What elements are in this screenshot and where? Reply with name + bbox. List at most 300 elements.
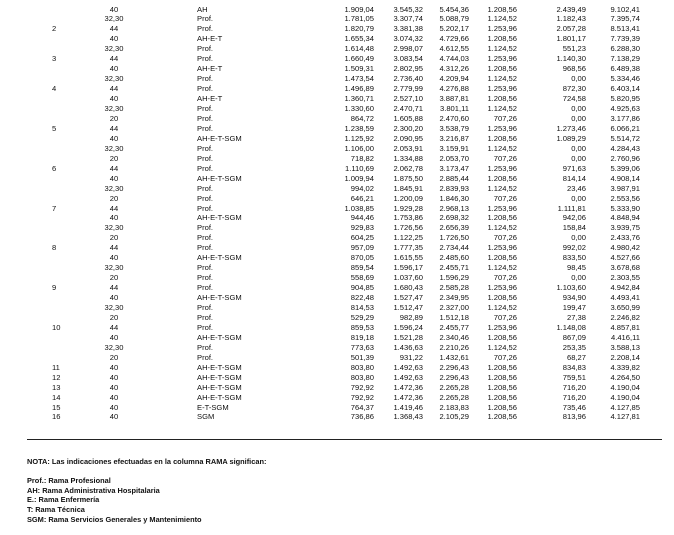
rama-cell: Prof. bbox=[197, 84, 214, 94]
rama-cell: AH-E-T-SGM bbox=[197, 332, 242, 342]
hours-cell: 40 bbox=[109, 372, 119, 382]
total-cell: 5.514,72 bbox=[610, 133, 640, 143]
amount-cell-5: 253,35 bbox=[562, 342, 586, 352]
amount-cell-2: 3.074,32 bbox=[393, 34, 423, 44]
amount-cell-5: 833,50 bbox=[562, 253, 586, 263]
amount-cell-4: 1.208,56 bbox=[487, 332, 517, 342]
hours-cell: 40 bbox=[109, 4, 119, 14]
amount-cell-4: 1.208,56 bbox=[487, 362, 517, 372]
amount-cell-2: 2.090,95 bbox=[393, 133, 423, 143]
total-cell: 4.527,66 bbox=[610, 253, 640, 263]
amount-cell-5: 27,38 bbox=[566, 312, 586, 322]
amount-cell-2: 982,89 bbox=[399, 312, 423, 322]
grade-cell: 14 bbox=[52, 392, 61, 402]
grade-cell: 13 bbox=[52, 382, 61, 392]
amount-cell-4: 1.208,56 bbox=[487, 173, 517, 183]
amount-cell-2: 1.680,43 bbox=[393, 283, 423, 293]
rama-cell: AH-E-T bbox=[197, 94, 223, 104]
amount-cell-1: 529,29 bbox=[350, 312, 374, 322]
amount-cell-2: 1.492,63 bbox=[393, 362, 423, 372]
amount-cell-5: 942,06 bbox=[562, 213, 586, 223]
total-cell: 7.138,29 bbox=[610, 54, 640, 64]
amount-cell-5: 716,20 bbox=[562, 392, 586, 402]
amount-cell-2: 1.436,63 bbox=[393, 342, 423, 352]
rama-cell: Prof. bbox=[197, 24, 214, 34]
total-cell: 5.333,90 bbox=[610, 203, 640, 213]
legend-item-prof: Prof.: Rama Profesional bbox=[27, 476, 111, 485]
rama-cell: AH-E-T-SGM bbox=[197, 362, 242, 372]
hours-cell: 40 bbox=[109, 402, 119, 412]
total-cell: 4.942,84 bbox=[610, 283, 640, 293]
total-cell: 4.416,11 bbox=[611, 332, 640, 342]
total-cell: 5.399,06 bbox=[610, 163, 640, 173]
total-cell: 4.925,63 bbox=[610, 104, 640, 113]
amount-cell-1: 718,82 bbox=[350, 153, 374, 163]
amount-cell-1: 814,53 bbox=[350, 303, 374, 312]
rama-cell: Prof. bbox=[197, 203, 214, 213]
hours-cell: 44 bbox=[109, 322, 119, 332]
total-cell: 7.739,39 bbox=[610, 34, 640, 44]
hours-cell: 40 bbox=[109, 133, 119, 143]
amount-cell-4: 1.253,96 bbox=[487, 203, 517, 213]
amount-cell-2: 2.802,95 bbox=[393, 64, 423, 74]
amount-cell-4: 707,26 bbox=[493, 113, 517, 123]
amount-cell-5: 0,00 bbox=[571, 113, 586, 123]
amount-cell-5: 0,00 bbox=[571, 143, 586, 153]
amount-cell-4: 1.208,56 bbox=[487, 94, 517, 104]
hours-cell: 40 bbox=[109, 412, 119, 422]
hours-cell: 44 bbox=[109, 243, 119, 253]
amount-cell-1: 1.330,60 bbox=[344, 104, 374, 113]
amount-cell-2: 1.472,36 bbox=[393, 392, 423, 402]
amount-cell-3: 2.210,26 bbox=[439, 342, 469, 352]
amount-cell-1: 501,39 bbox=[350, 352, 374, 362]
amount-cell-2: 3.083,54 bbox=[393, 54, 423, 64]
amount-cell-3: 1.512,18 bbox=[439, 312, 469, 322]
amount-cell-4: 1.208,56 bbox=[487, 372, 517, 382]
total-cell: 5.820,95 bbox=[610, 94, 640, 104]
amount-cell-4: 1.208,56 bbox=[487, 412, 517, 422]
amount-cell-4: 1.124,52 bbox=[487, 223, 517, 233]
amount-cell-3: 1.432,61 bbox=[439, 352, 469, 362]
rama-cell: AH-E-T-SGM bbox=[197, 173, 242, 183]
amount-cell-2: 3.307,74 bbox=[393, 14, 423, 24]
hours-cell: 40 bbox=[109, 64, 119, 74]
amount-cell-5: 1.182,43 bbox=[556, 14, 586, 24]
hours-cell: 40 bbox=[109, 332, 119, 342]
hours-cell: 20 bbox=[109, 193, 119, 203]
amount-cell-5: 158,84 bbox=[562, 223, 586, 233]
amount-cell-5: 0,00 bbox=[571, 233, 586, 243]
amount-cell-4: 1.124,52 bbox=[487, 263, 517, 273]
amount-cell-3: 3.173,47 bbox=[439, 163, 469, 173]
rama-cell: AH-E-T-SGM bbox=[197, 253, 242, 263]
rama-cell: AH-E-T bbox=[197, 64, 223, 74]
rama-cell: SGM bbox=[197, 412, 215, 422]
amount-cell-1: 957,09 bbox=[350, 243, 374, 253]
amount-cell-4: 707,26 bbox=[493, 312, 517, 322]
amount-cell-2: 1.726,56 bbox=[393, 223, 423, 233]
amount-cell-2: 931,22 bbox=[399, 352, 423, 362]
amount-cell-2: 1.521,28 bbox=[393, 332, 423, 342]
amount-cell-1: 792,92 bbox=[350, 382, 374, 392]
amount-cell-2: 1.419,46 bbox=[393, 402, 423, 412]
hours-cell: 40 bbox=[109, 253, 119, 263]
rama-cell: AH bbox=[197, 4, 208, 14]
amount-cell-3: 2.734,44 bbox=[439, 243, 469, 253]
hours-cell: 40 bbox=[109, 382, 119, 392]
amount-cell-2: 1.122,25 bbox=[393, 233, 423, 243]
amount-cell-2: 1.200,09 bbox=[393, 193, 423, 203]
total-cell: 4.848,94 bbox=[610, 213, 640, 223]
amount-cell-2: 2.470,71 bbox=[393, 104, 423, 113]
amount-cell-3: 2.265,28 bbox=[439, 382, 469, 392]
amount-cell-5: 971,63 bbox=[562, 163, 586, 173]
amount-cell-4: 1.208,56 bbox=[487, 392, 517, 402]
rama-cell: Prof. bbox=[197, 263, 214, 273]
hours-cell: 32,30 bbox=[104, 44, 124, 54]
amount-cell-1: 803,80 bbox=[350, 362, 374, 372]
amount-cell-5: 0,00 bbox=[571, 104, 586, 113]
amount-cell-3: 2.968,13 bbox=[439, 203, 469, 213]
hours-cell: 40 bbox=[109, 362, 119, 372]
rama-cell: AH-E-T-SGM bbox=[197, 372, 242, 382]
rama-cell: Prof. bbox=[197, 243, 214, 253]
rama-cell: Prof. bbox=[197, 143, 214, 153]
total-cell: 4.493,41 bbox=[610, 293, 640, 303]
amount-cell-1: 994,02 bbox=[350, 183, 374, 193]
rama-cell: Prof. bbox=[197, 193, 214, 203]
amount-cell-5: 1.140,30 bbox=[556, 54, 586, 64]
hours-cell: 40 bbox=[109, 173, 119, 183]
amount-cell-5: 1.148,08 bbox=[556, 322, 586, 332]
hours-cell: 44 bbox=[109, 203, 119, 213]
hours-cell: 44 bbox=[109, 24, 119, 34]
total-cell: 2.553,56 bbox=[610, 193, 640, 203]
amount-cell-4: 1.124,52 bbox=[487, 143, 517, 153]
amount-cell-2: 1.512,47 bbox=[393, 303, 423, 312]
amount-cell-2: 1.845,91 bbox=[393, 183, 423, 193]
rama-cell: Prof. bbox=[197, 44, 214, 54]
amount-cell-4: 1.124,52 bbox=[487, 44, 517, 54]
total-cell: 6.066,21 bbox=[610, 123, 640, 133]
grade-cell: 7 bbox=[52, 203, 57, 213]
hours-cell: 20 bbox=[109, 233, 119, 243]
amount-cell-5: 716,20 bbox=[562, 382, 586, 392]
amount-cell-3: 2.839,93 bbox=[439, 183, 469, 193]
amount-cell-2: 1.615,55 bbox=[393, 253, 423, 263]
hours-cell: 20 bbox=[109, 153, 119, 163]
legend-item-t: T: Rama Técnica bbox=[27, 505, 85, 515]
hours-cell: 32,30 bbox=[104, 342, 124, 352]
amount-cell-3: 4.209,94 bbox=[439, 74, 469, 84]
grade-cell: 4 bbox=[52, 84, 57, 94]
amount-cell-1: 819,18 bbox=[350, 332, 374, 342]
grade-cell: 8 bbox=[52, 243, 57, 253]
amount-cell-2: 3.381,38 bbox=[393, 24, 423, 34]
amount-cell-5: 0,00 bbox=[571, 74, 586, 84]
total-cell: 4.264,50 bbox=[610, 372, 640, 382]
amount-cell-4: 1.253,96 bbox=[487, 243, 517, 253]
amount-cell-2: 1.527,47 bbox=[393, 293, 423, 303]
amount-cell-1: 1.496,89 bbox=[344, 84, 374, 94]
rama-cell: Prof. bbox=[197, 113, 214, 123]
amount-cell-5: 551,23 bbox=[562, 44, 586, 54]
amount-cell-5: 199,47 bbox=[562, 303, 586, 312]
amount-cell-3: 2.349,95 bbox=[439, 293, 469, 303]
amount-cell-3: 3.538,79 bbox=[439, 123, 469, 133]
amount-cell-3: 5.088,79 bbox=[439, 14, 469, 24]
amount-cell-1: 764,37 bbox=[350, 402, 374, 412]
hours-cell: 44 bbox=[109, 54, 119, 64]
amount-cell-1: 736,86 bbox=[350, 412, 374, 422]
amount-cell-5: 0,00 bbox=[571, 153, 586, 163]
amount-cell-3: 2.327,00 bbox=[439, 303, 469, 312]
amount-cell-2: 1.037,60 bbox=[393, 273, 423, 283]
amount-cell-4: 1.124,52 bbox=[487, 74, 517, 84]
amount-cell-4: 1.124,52 bbox=[487, 342, 517, 352]
amount-cell-1: 1.781,05 bbox=[344, 14, 374, 24]
amount-cell-5: 759,51 bbox=[562, 372, 586, 382]
total-cell: 6.489,38 bbox=[610, 64, 640, 74]
total-cell: 4.339,82 bbox=[610, 362, 640, 372]
amount-cell-3: 5.202,17 bbox=[439, 24, 469, 34]
rama-cell: Prof. bbox=[197, 233, 214, 243]
total-cell: 4.908,14 bbox=[610, 173, 640, 183]
amount-cell-3: 2.105,29 bbox=[439, 412, 469, 422]
rama-cell: Prof. bbox=[197, 54, 214, 64]
total-cell: 8.513,41 bbox=[610, 24, 640, 34]
hours-cell: 32,30 bbox=[104, 74, 124, 84]
amount-cell-3: 2.656,39 bbox=[439, 223, 469, 233]
amount-cell-5: 0,00 bbox=[571, 273, 586, 283]
amount-cell-4: 1.253,96 bbox=[487, 283, 517, 293]
amount-cell-2: 1.596,17 bbox=[393, 263, 423, 273]
amount-cell-3: 1.726,50 bbox=[439, 233, 469, 243]
rama-cell: Prof. bbox=[197, 123, 214, 133]
amount-cell-1: 929,83 bbox=[350, 223, 374, 233]
amount-cell-1: 1.909,04 bbox=[344, 4, 374, 14]
amount-cell-4: 707,26 bbox=[493, 352, 517, 362]
rama-cell: E-T-SGM bbox=[197, 402, 229, 412]
amount-cell-1: 1.125,92 bbox=[344, 133, 374, 143]
grade-cell: 16 bbox=[52, 412, 61, 422]
grade-cell: 10 bbox=[52, 322, 61, 332]
amount-cell-5: 1.273,46 bbox=[556, 123, 586, 133]
total-cell: 4.284,43 bbox=[610, 143, 640, 153]
grade-cell: 11 bbox=[52, 362, 60, 372]
rama-cell: AH-E-T bbox=[197, 34, 223, 44]
table-bottom-rule bbox=[27, 439, 662, 440]
legend-item-ah: AH: Rama Administrativa Hospitalaria bbox=[27, 485, 160, 495]
amount-cell-5: 735,46 bbox=[562, 402, 586, 412]
rama-cell: AH-E-T-SGM bbox=[197, 133, 242, 143]
amount-cell-5: 2.439,49 bbox=[556, 4, 586, 14]
total-cell: 2.303,55 bbox=[610, 273, 640, 283]
total-cell: 2.208,14 bbox=[610, 352, 640, 362]
amount-cell-1: 1.473,54 bbox=[344, 74, 374, 84]
amount-cell-1: 1.038,85 bbox=[344, 203, 374, 213]
amount-cell-3: 4.729,66 bbox=[439, 34, 469, 44]
amount-cell-4: 1.208,56 bbox=[487, 4, 517, 14]
amount-cell-1: 864,72 bbox=[350, 113, 374, 123]
total-cell: 2.246,82 bbox=[610, 312, 640, 322]
amount-cell-5: 834,83 bbox=[562, 362, 586, 372]
amount-cell-2: 1.753,86 bbox=[393, 213, 423, 223]
amount-cell-3: 4.312,26 bbox=[439, 64, 469, 74]
amount-cell-3: 1.846,30 bbox=[439, 193, 469, 203]
hours-cell: 44 bbox=[109, 283, 119, 293]
hours-cell: 44 bbox=[109, 123, 119, 133]
hours-cell: 32,30 bbox=[104, 263, 124, 273]
amount-cell-1: 859,54 bbox=[350, 263, 374, 273]
amount-cell-2: 2.779,99 bbox=[393, 84, 423, 94]
amount-cell-4: 1.208,56 bbox=[487, 133, 517, 143]
total-cell: 6.403,14 bbox=[610, 84, 640, 94]
amount-cell-2: 2.998,07 bbox=[393, 44, 423, 54]
amount-cell-1: 1.820,79 bbox=[344, 24, 374, 34]
amount-cell-4: 1.208,56 bbox=[487, 253, 517, 263]
total-cell: 3.987,91 bbox=[610, 183, 640, 193]
amount-cell-1: 558,69 bbox=[350, 273, 374, 283]
rama-cell: Prof. bbox=[197, 322, 214, 332]
total-cell: 3.650,99 bbox=[610, 303, 640, 312]
amount-cell-4: 1.208,56 bbox=[487, 382, 517, 392]
rama-legend bbox=[27, 476, 202, 524]
amount-cell-3: 3.159,91 bbox=[439, 143, 469, 153]
table-row bbox=[0, 411, 674, 422]
amount-cell-4: 707,26 bbox=[493, 193, 517, 203]
amount-cell-4: 1.124,52 bbox=[487, 104, 517, 113]
amount-cell-4: 1.253,96 bbox=[487, 163, 517, 173]
amount-cell-5: 724,58 bbox=[562, 94, 586, 104]
amount-cell-4: 1.208,56 bbox=[487, 402, 517, 412]
amount-cell-1: 904,85 bbox=[350, 283, 374, 293]
amount-cell-3: 2.885,44 bbox=[439, 173, 469, 183]
amount-cell-3: 2.183,83 bbox=[439, 402, 469, 412]
rama-cell: Prof. bbox=[197, 223, 214, 233]
amount-cell-1: 944,46 bbox=[350, 213, 374, 223]
rama-cell: Prof. bbox=[197, 163, 214, 173]
hours-cell: 32,30 bbox=[104, 143, 124, 153]
amount-cell-5: 1.089,29 bbox=[556, 133, 586, 143]
total-cell: 4.127,81 bbox=[610, 412, 640, 422]
rama-cell: AH-E-T-SGM bbox=[197, 213, 242, 223]
amount-cell-5: 934,90 bbox=[562, 293, 586, 303]
amount-cell-1: 773,63 bbox=[350, 342, 374, 352]
hours-cell: 20 bbox=[109, 113, 119, 123]
amount-cell-5: 968,56 bbox=[562, 64, 586, 74]
amount-cell-5: 1.801,17 bbox=[556, 34, 586, 44]
amount-cell-1: 870,05 bbox=[350, 253, 374, 263]
amount-cell-3: 3.216,87 bbox=[439, 133, 469, 143]
amount-cell-1: 1.106,00 bbox=[344, 143, 374, 153]
amount-cell-3: 4.744,03 bbox=[439, 54, 469, 64]
grade-cell: 3 bbox=[52, 54, 57, 64]
rama-cell: AH-E-T-SGM bbox=[197, 392, 242, 402]
amount-cell-5: 867,09 bbox=[562, 332, 586, 342]
amount-cell-4: 1.124,52 bbox=[487, 14, 517, 24]
amount-cell-2: 1.605,88 bbox=[393, 113, 423, 123]
amount-cell-2: 2.527,10 bbox=[393, 94, 423, 104]
amount-cell-4: 707,26 bbox=[493, 153, 517, 163]
amount-cell-4: 1.124,52 bbox=[487, 183, 517, 193]
hours-cell: 40 bbox=[109, 94, 119, 104]
rama-cell: Prof. bbox=[197, 183, 214, 193]
amount-cell-3: 1.596,29 bbox=[439, 273, 469, 283]
amount-cell-1: 822,48 bbox=[350, 293, 374, 303]
hours-cell: 32,30 bbox=[104, 303, 124, 312]
amount-cell-2: 1.368,43 bbox=[393, 412, 423, 422]
amount-cell-1: 1.509,31 bbox=[344, 64, 374, 74]
hours-cell: 32,30 bbox=[104, 223, 124, 233]
note-heading: NOTA: Las indicaciones efectuadas en la columna RAMA significan: bbox=[27, 457, 267, 466]
hours-cell: 40 bbox=[109, 392, 119, 402]
amount-cell-5: 813,96 bbox=[562, 412, 586, 422]
amount-cell-5: 68,27 bbox=[566, 352, 586, 362]
amount-cell-4: 1.253,96 bbox=[487, 84, 517, 94]
rama-cell: Prof. bbox=[197, 283, 214, 293]
total-cell: 3.588,13 bbox=[610, 342, 640, 352]
hours-cell: 40 bbox=[109, 213, 119, 223]
amount-cell-1: 792,92 bbox=[350, 392, 374, 402]
amount-cell-5: 23,46 bbox=[566, 183, 586, 193]
amount-cell-1: 803,80 bbox=[350, 372, 374, 382]
total-cell: 4.190,04 bbox=[610, 392, 640, 402]
hours-cell: 32,30 bbox=[104, 183, 124, 193]
rama-cell: Prof. bbox=[197, 14, 214, 24]
amount-cell-1: 604,25 bbox=[350, 233, 374, 243]
total-cell: 3.177,86 bbox=[610, 113, 640, 123]
amount-cell-4: 1.208,56 bbox=[487, 64, 517, 74]
hours-cell: 40 bbox=[109, 34, 119, 44]
amount-cell-3: 3.887,81 bbox=[439, 94, 469, 104]
rama-cell: AH-E-T-SGM bbox=[197, 293, 242, 303]
amount-cell-3: 2.455,77 bbox=[439, 322, 469, 332]
grade-cell: 12 bbox=[52, 372, 61, 382]
legend-item-e: E.: Rama Enfermería bbox=[27, 495, 100, 505]
amount-cell-1: 1.655,34 bbox=[344, 34, 374, 44]
amount-cell-1: 859,53 bbox=[350, 322, 374, 332]
hours-cell: 40 bbox=[109, 293, 119, 303]
amount-cell-3: 3.801,11 bbox=[440, 104, 469, 113]
amount-cell-3: 2.470,60 bbox=[439, 113, 469, 123]
rama-cell: Prof. bbox=[197, 74, 214, 84]
legend-item-sgm: SGM: Rama Servicios Generales y Mantenimiento bbox=[27, 514, 202, 524]
amount-cell-1: 1.614,48 bbox=[344, 44, 374, 54]
amount-cell-1: 1.238,59 bbox=[344, 123, 374, 133]
amount-cell-4: 1.253,96 bbox=[487, 123, 517, 133]
amount-cell-4: 1.124,52 bbox=[487, 303, 517, 312]
amount-cell-3: 2.053,70 bbox=[439, 153, 469, 163]
amount-cell-3: 2.296,43 bbox=[439, 362, 469, 372]
total-cell: 4.857,81 bbox=[610, 322, 640, 332]
amount-cell-3: 2.485,60 bbox=[439, 253, 469, 263]
total-cell: 3.939,75 bbox=[610, 223, 640, 233]
amount-cell-5: 992,02 bbox=[562, 243, 586, 253]
amount-cell-1: 1.009,94 bbox=[344, 173, 374, 183]
amount-cell-1: 1.110,69 bbox=[345, 163, 374, 173]
amount-cell-5: 872,30 bbox=[562, 84, 586, 94]
total-cell: 6.288,30 bbox=[610, 44, 640, 54]
amount-cell-4: 1.208,56 bbox=[487, 34, 517, 44]
grade-cell: 2 bbox=[52, 24, 57, 34]
amount-cell-3: 5.454,36 bbox=[439, 4, 469, 14]
amount-cell-2: 2.300,20 bbox=[393, 123, 423, 133]
amount-cell-4: 1.253,96 bbox=[487, 322, 517, 332]
rama-cell: Prof. bbox=[197, 303, 214, 312]
hours-cell: 20 bbox=[109, 312, 119, 322]
